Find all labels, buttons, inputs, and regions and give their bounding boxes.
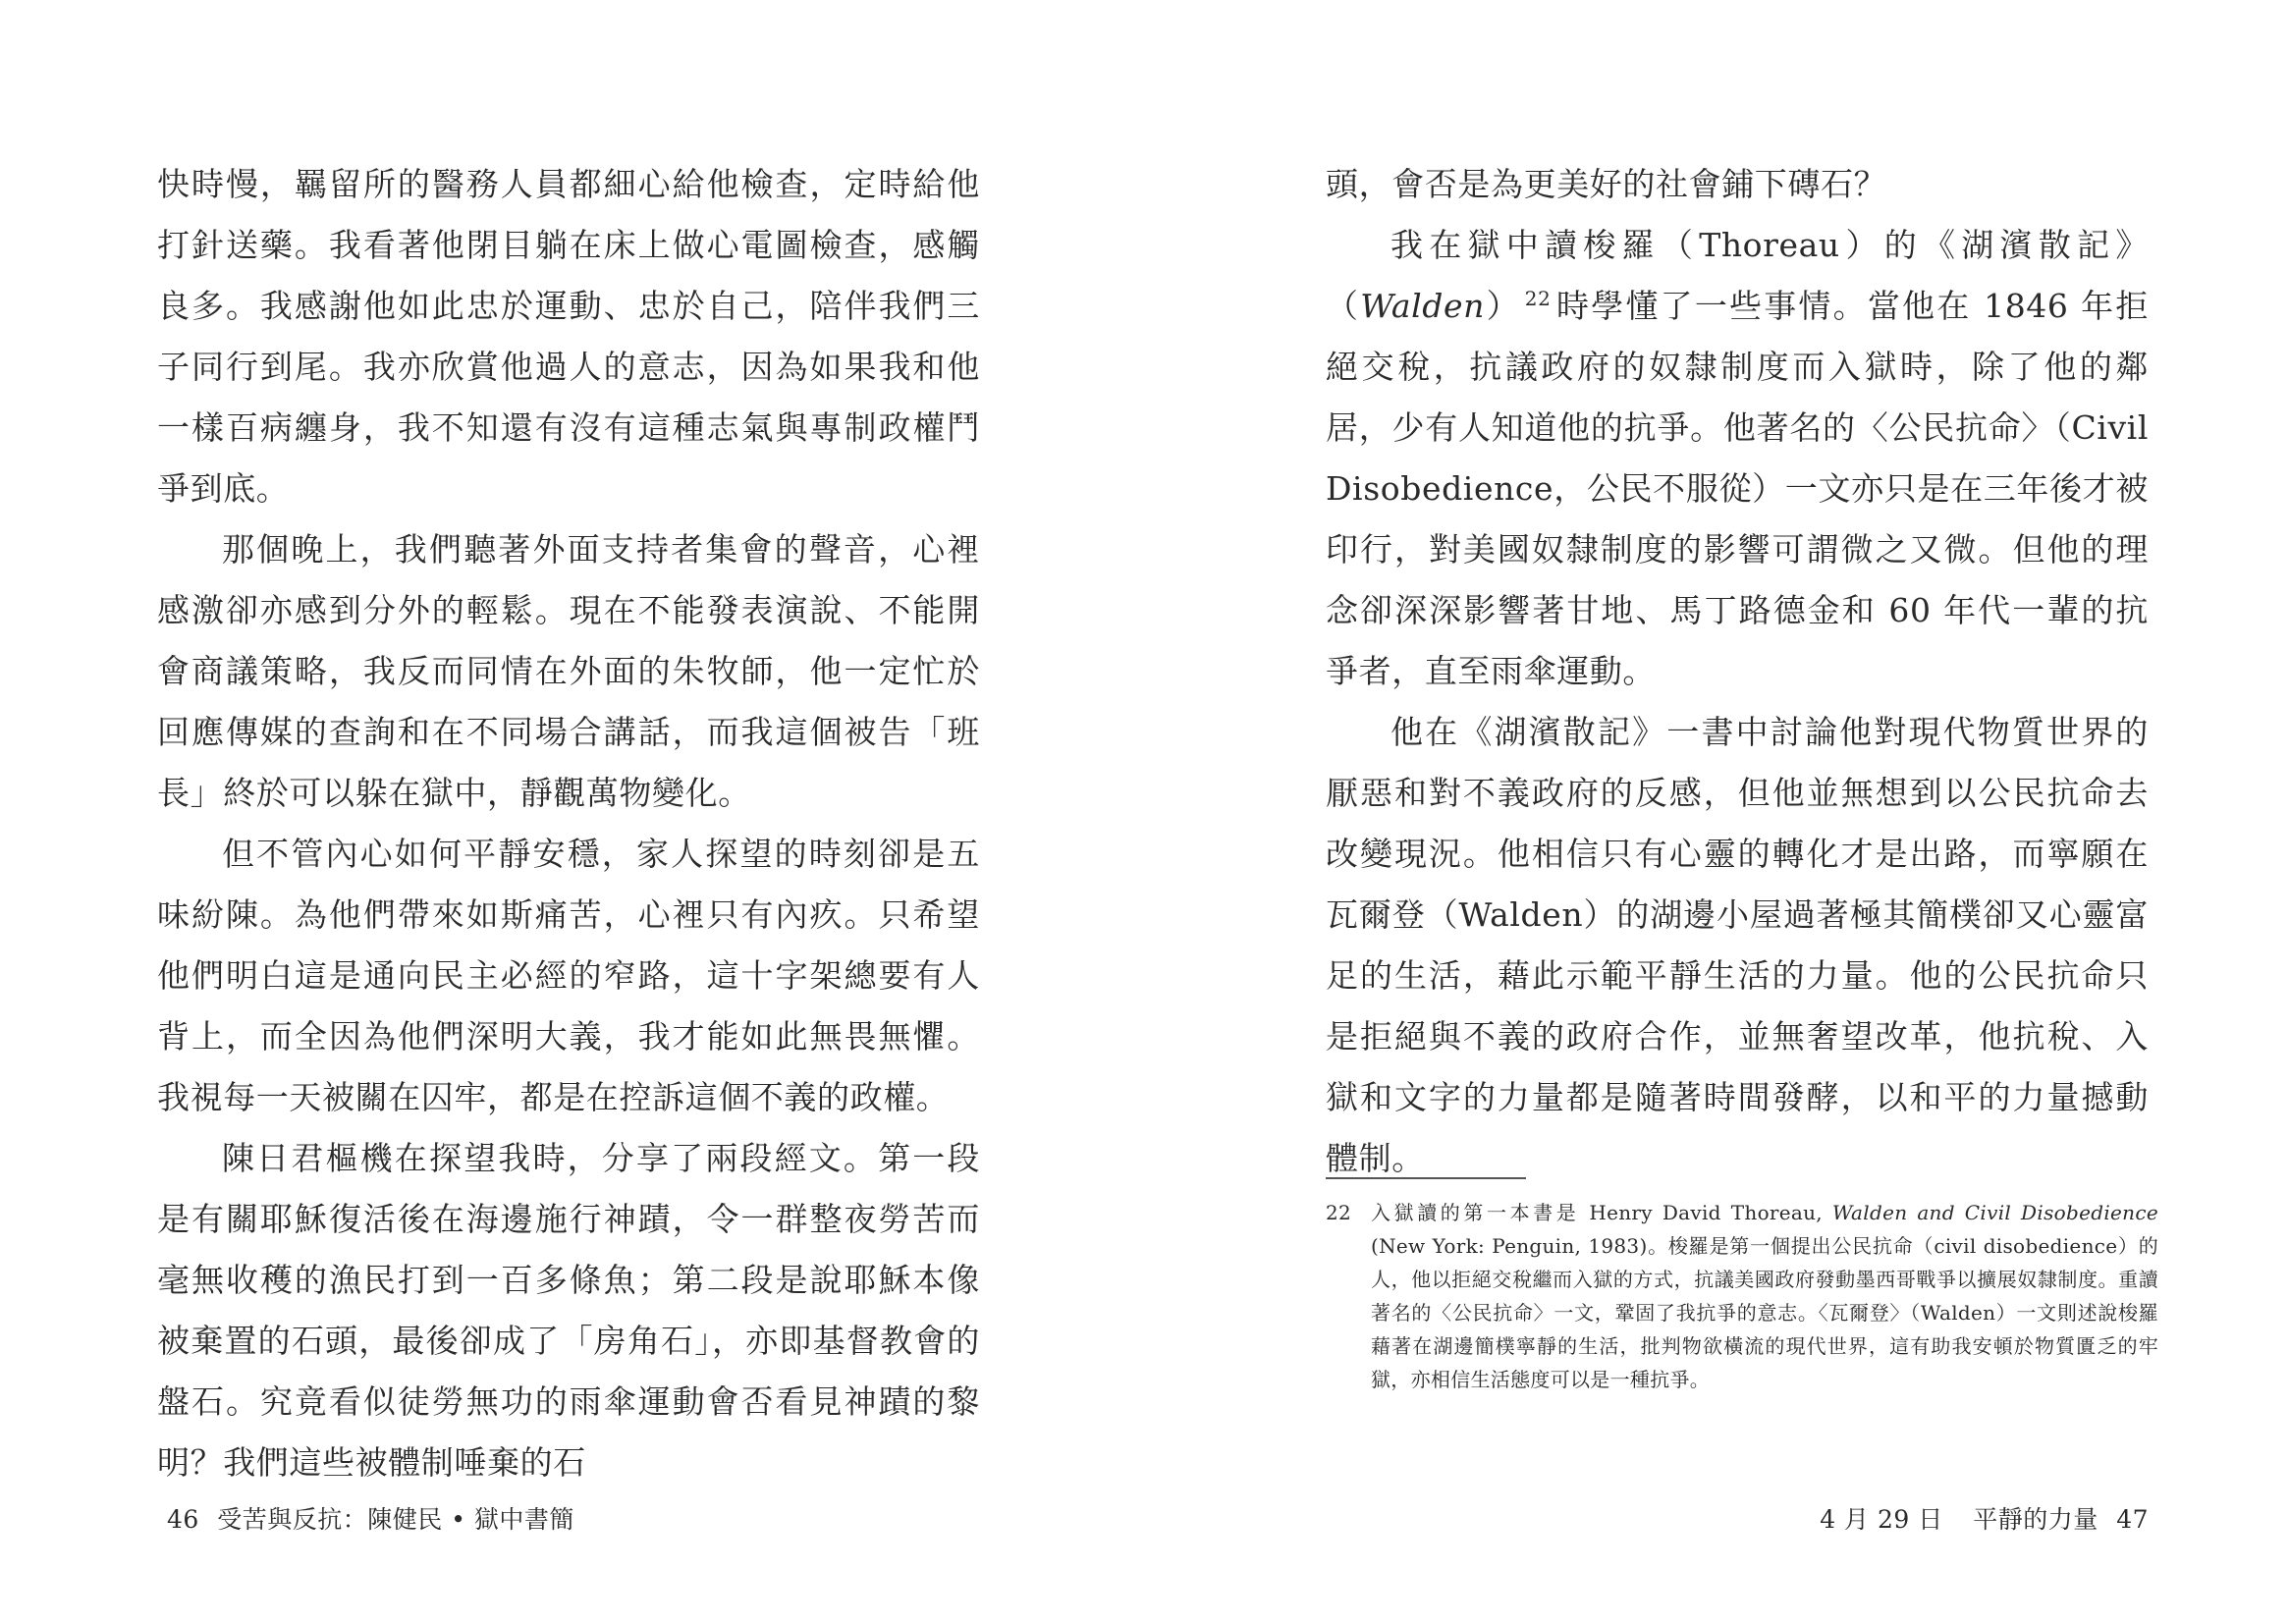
- footnote-number: 22: [1326, 1201, 1352, 1224]
- right-paragraph-1: 頭，會否是為更美好的社會鋪下磚石？: [1326, 165, 1887, 203]
- left-paragraph-3: 但不管內心如何平靜安穩，家人探望的時刻卻是五味紛陳。為他們帶來如斯痛苦，心裡只有內疚。只希望他們明白這是通向民主必經的窄路，這十字架總要有人背上，而全因為他們深明大義，我才能如此無畏無懼。我視每一天被關在囚牢，都是在控訴這個不義的政權。: [157, 835, 980, 1116]
- footnote-text: [1371, 1196, 2158, 1396]
- paragraph-2-text-c: 時學懂了一些事情。當他在 1846 年拒絕交稅，抗議政府的奴隸制度而入獄時，除了他的鄰居，少有人知道他的抗爭。他著名的〈公民抗命〉（Civil Disobedience，公民不服從）一文亦只是在三年後才被印行，對美國奴隸制度的影響可謂微之又微。但他的理念卻深深影響著甘地、馬丁路德金和 60 年代一輩的抗爭者，直至雨傘運動。: [1326, 287, 2149, 690]
- book-title: 受苦與反抗：陳健民 • 獄中書簡: [217, 1505, 574, 1534]
- chapter-title: 平靜的力量: [1973, 1505, 2098, 1534]
- paragraph-2-text-b: ）: [1485, 287, 1521, 325]
- footnote-text-a: 入獄讀的第一本書是 Henry David Thoreau,: [1371, 1201, 1832, 1224]
- left-paragraph-1: 快時慢，羈留所的醫務人員都細心給他檢查，定時給他打針送藥。我看著他閉目躺在床上做心電圖檢查，感觸良多。我感謝他如此忠於運動、忠於自己，陪伴我們三子同行到尾。我亦欣賞他過人的意志，因為如果我和他一樣百病纏身，我不知還有沒有這種志氣與專制政權鬥爭到底。: [157, 165, 980, 508]
- right-paragraph-3: 他在《湖濱散記》一書中討論他對現代物質世界的厭惡和對不義政府的反感，但他並無想到以公民抗命去改變現況。他相信只有心靈的轉化才是出路，而寧願在瓦爾登（Walden）的湖邊小屋過著極其簡樸卻又心靈富足的生活，藉此示範平靜生活的力量。他的公民抗命只是拒絕與不義的政府合作，並無奢望改革，他抗稅、入獄和文字的力量都是隨著時間發酵，以和平的力量撼動體制。: [1326, 713, 2149, 1177]
- footnote-reference[interactable]: 22: [1524, 287, 1552, 310]
- footnote-book-title: Walden and Civil Disobedience: [1831, 1201, 2158, 1224]
- right-body-text: [1326, 154, 2149, 1189]
- chapter-date: 4 月 29 日: [1820, 1505, 1943, 1534]
- right-page-number: 47: [2116, 1505, 2149, 1534]
- right-running-footer: [1820, 1504, 2158, 1536]
- left-body-text: [157, 154, 980, 1493]
- left-running-footer: [157, 1504, 574, 1536]
- left-paragraph-2: 那個晚上，我們聽著外面支持者集會的聲音，心裡感激卻亦感到分外的輕鬆。現在不能發表演說、不能開會商議策略，我反而同情在外面的朱牧師，他一定忙於回應傳媒的查詢和在不同場合講話，而我這個被告「班長」終於可以躲在獄中，靜觀萬物變化。: [157, 530, 980, 812]
- left-page-number: 46: [167, 1505, 199, 1534]
- footnote-text-b: (New York: Penguin, 1983)。梭羅是第一個提出公民抗命（civil disobedience）的人，他以拒絕交稅繼而入獄的方式，抗議美國政府發動墨西哥戰爭以擴展奴隸制度。重讀著名的〈公民抗命〉一文，鞏固了我抗爭的意志。〈瓦爾登〉（Walden）一文則述說梭羅藉著在湖邊簡樸寧靜的生活，批判物欲橫流的現代世界，這有助我安頓於物質匱乏的牢獄，亦相信生活態度可以是一種抗爭。: [1371, 1234, 2158, 1391]
- left-paragraph-4: 陳日君樞機在探望我時，分享了兩段經文。第一段是有關耶穌復活後在海邊施行神蹟，令一群整夜勞苦而毫無收穫的漁民打到一百多條魚；第二段是說耶穌本像被棄置的石頭，最後卻成了「房角石」，亦即基督教會的盤石。究竟看似徒勞無功的雨傘運動會否看見神蹟的黎明？我們這些被體制唾棄的石: [157, 1139, 980, 1482]
- right-paragraph-2: [1326, 215, 2149, 702]
- footnote: [1326, 1196, 2158, 1396]
- paragraph-2-text-a: 我在獄中讀梭羅（Thoreau）的《湖濱散記》（: [1326, 226, 2149, 325]
- footnote-divider: [1326, 1177, 1526, 1179]
- walden-italic: Walden: [1360, 287, 1485, 325]
- left-page: [0, 0, 1144, 1624]
